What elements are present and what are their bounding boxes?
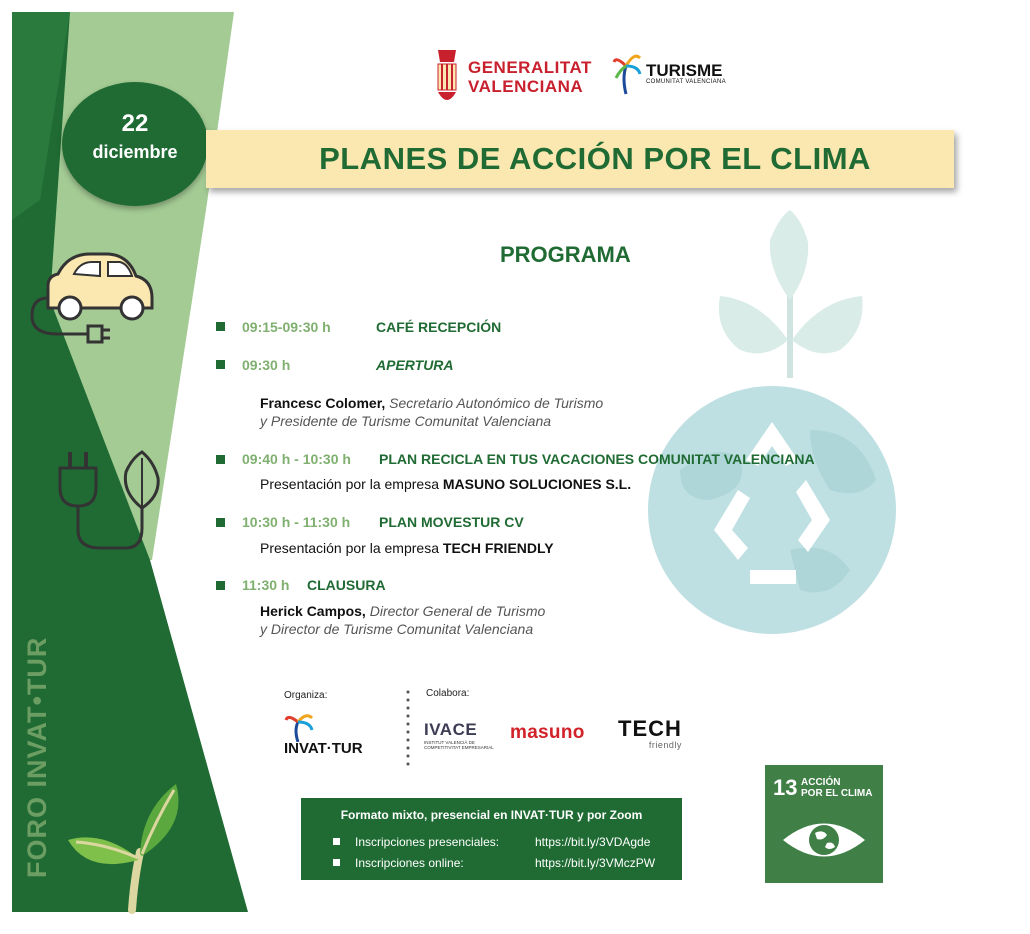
ivace-text: IVACE xyxy=(424,720,478,739)
globe-recycle-icon xyxy=(640,200,900,660)
schedule-time: 09:15-09:30 h xyxy=(242,319,331,335)
bullet-icon xyxy=(216,581,225,590)
detail-prefix: Presentación por la empresa xyxy=(260,540,439,556)
page-title: PLANES DE ACCIÓN POR EL CLIMA xyxy=(319,141,871,176)
tech-friendly-logo xyxy=(618,718,682,750)
turisme-palm-icon xyxy=(612,50,642,96)
bullet-icon xyxy=(333,838,340,845)
schedule-time: 09:30 h xyxy=(242,357,291,373)
schedule-activity: PLAN MOVESTUR CV xyxy=(379,514,524,530)
schedule-activity: PLAN RECICLA EN TUS VACACIONES COMUNITAT VALENCIANA xyxy=(379,451,815,467)
ivace-subtitle: INSTITUT VALENCIÀ DE COMPETITIVITAT EMPRESARIAL xyxy=(424,740,494,750)
ivace-logo xyxy=(424,720,494,750)
speaker-role-line1: Secretario Autonómico de Turismo xyxy=(389,395,604,411)
registration-link[interactable]: https://bit.ly/3VDAgde xyxy=(535,835,651,849)
vertical-forum-title: FORO INVAT•TUR xyxy=(22,636,52,878)
bullet-icon xyxy=(216,455,225,464)
sdg-title xyxy=(801,777,881,799)
generalitat-crest-icon xyxy=(434,46,460,108)
colabora-label: Colabora: xyxy=(426,688,470,699)
schedule-time: 11:30 h xyxy=(242,577,290,593)
tech-text: TECH xyxy=(618,716,682,741)
bullet-icon xyxy=(216,518,225,527)
registration-label: Inscripciones online: xyxy=(355,856,464,870)
info-box-title: Formato mixto, presencial en INVAT·TUR y por Zoom xyxy=(340,808,643,822)
invat-palm-icon xyxy=(284,712,314,742)
tech-subtitle: friendly xyxy=(648,740,682,750)
speaker-detail xyxy=(260,394,603,430)
date-day: 22 xyxy=(121,110,149,137)
dotted-divider xyxy=(406,688,410,770)
detail-company: TECH FRIENDLY xyxy=(442,540,554,556)
presentation-detail xyxy=(260,539,554,557)
bullet-icon xyxy=(216,322,225,331)
masuno-logo: masuno xyxy=(510,722,585,743)
bullet-icon xyxy=(333,859,340,866)
turisme-logo xyxy=(612,50,726,96)
detail-prefix: Presentación por la empresa xyxy=(260,476,439,492)
speaker-role-line2: y Director de Turisme Comunitat Valenciana xyxy=(260,621,534,637)
invat-tur-text: INVAT·TUR xyxy=(284,740,363,757)
schedule-activity: CLAUSURA xyxy=(307,577,386,593)
bullet-icon xyxy=(216,360,225,369)
generalitat-line1: GENERALITAT xyxy=(468,58,592,77)
registration-info-box xyxy=(301,798,682,880)
sdg-number: 13 xyxy=(773,775,798,800)
car-plug-icon xyxy=(28,246,158,350)
sdg-title-line2: POR EL CLIMA xyxy=(801,788,873,799)
registration-link[interactable]: https://bit.ly/3VMczPW xyxy=(535,856,656,870)
sdg-title-line1: ACCIÓN xyxy=(801,777,841,788)
detail-company: MASUNO SOLUCIONES S.L. xyxy=(442,476,632,492)
generalitat-valenciana-logo xyxy=(434,46,592,108)
speaker-name: Francesc Colomer, xyxy=(260,395,386,411)
schedule-activity: APERTURA xyxy=(376,357,454,373)
eye-globe-icon xyxy=(779,815,869,865)
turisme-subtitle: COMUNITAT VALENCIANA xyxy=(646,78,726,85)
turisme-title: TURISME xyxy=(646,60,723,80)
speaker-role-line1: Director General de Turismo xyxy=(369,603,546,619)
schedule-activity: CAFÉ RECEPCIÓN xyxy=(376,319,502,335)
invat-tur-logo xyxy=(284,712,363,757)
plug-leaf-icon xyxy=(56,448,166,560)
speaker-role-line2: y Presidente de Turisme Comunitat Valenciana xyxy=(260,413,552,429)
date-badge xyxy=(62,82,208,206)
generalitat-line2: VALENCIANA xyxy=(468,77,584,96)
registration-label: Inscripciones presenciales: xyxy=(355,835,500,849)
sprout-icon xyxy=(62,770,192,914)
schedule-time: 10:30 h - 11:30 h xyxy=(242,514,351,530)
section-heading: PROGRAMA xyxy=(500,242,631,267)
speaker-detail xyxy=(260,602,545,638)
speaker-name: Herick Campos, xyxy=(260,603,366,619)
organiza-label: Organiza: xyxy=(284,690,328,701)
date-month: diciembre xyxy=(92,142,178,162)
schedule-time: 09:40 h - 10:30 h xyxy=(242,451,351,467)
title-banner xyxy=(206,130,954,188)
presentation-detail xyxy=(260,475,631,493)
sdg-13-badge xyxy=(765,765,883,883)
